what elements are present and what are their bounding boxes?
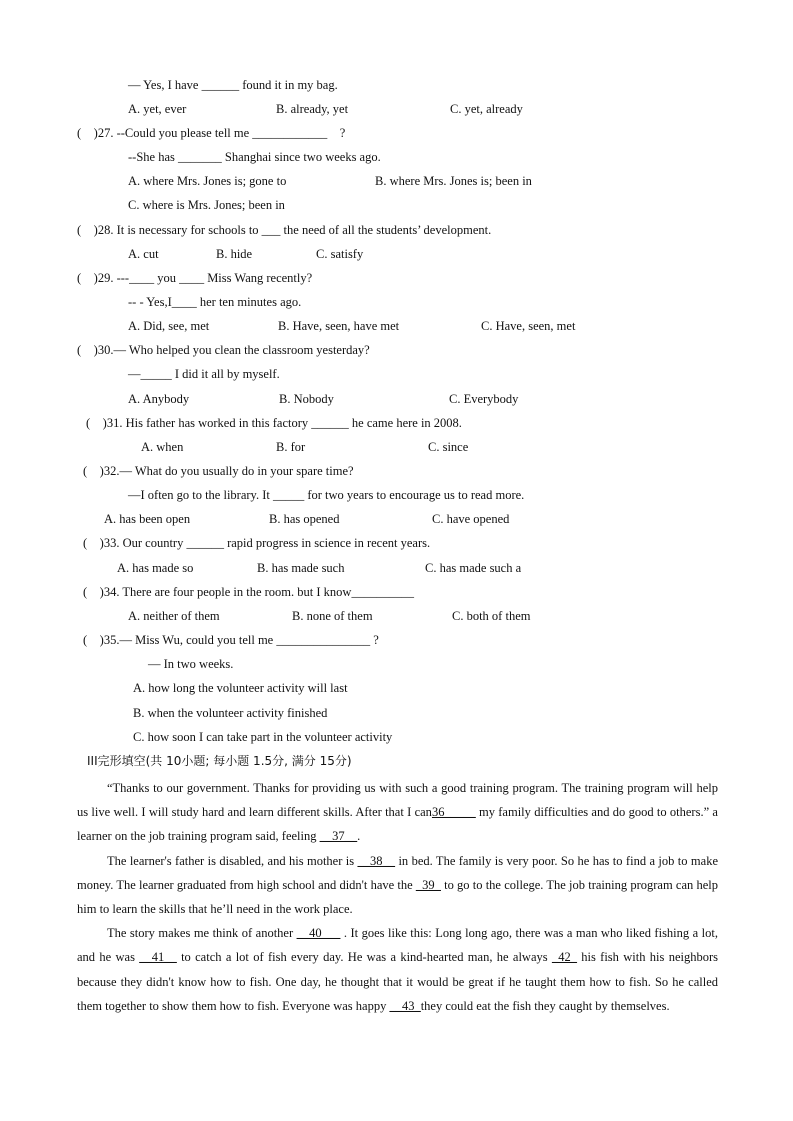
q33-option-b: B. has made such bbox=[257, 561, 345, 575]
q30-answer-line: —_____ I did it all by myself. bbox=[128, 367, 280, 381]
q29-answer-line: -- - Yes,I____ her ten minutes ago. bbox=[128, 295, 302, 309]
q29-option-a: A. Did, see, met bbox=[128, 319, 210, 333]
q27-answer-line: --She has _______ Shanghai since two weeks ago. bbox=[128, 150, 381, 164]
q26-option-b: B. already, yet bbox=[276, 102, 349, 116]
q28-option-a: A. cut bbox=[128, 247, 159, 261]
q35-option-c: C. how soon I can take part in the volunteer activity bbox=[133, 730, 393, 744]
q29-option-c: C. Have, seen, met bbox=[481, 319, 576, 333]
blank-40: __40___ bbox=[296, 926, 341, 941]
q30-option-c: C. Everybody bbox=[449, 392, 519, 406]
q34-stem: ( )34. There are four people in the room. but I know__________ bbox=[83, 585, 414, 599]
q28-option-b: B. hide bbox=[216, 247, 253, 261]
q29-option-b: B. Have, seen, have met bbox=[278, 319, 400, 333]
q31-option-a: A. when bbox=[141, 440, 184, 454]
q35-answer-line: — In two weeks. bbox=[148, 657, 234, 671]
cloze-passage bbox=[77, 776, 718, 1018]
blank-36: 36_____ bbox=[431, 805, 476, 820]
q27-option-a: A. where Mrs. Jones is; gone to bbox=[128, 174, 287, 188]
q30-option-a: A. Anybody bbox=[128, 392, 190, 406]
q32-option-a: A. has been open bbox=[104, 512, 191, 526]
blank-38: __38__ bbox=[357, 853, 396, 868]
q26-option-a: A. yet, ever bbox=[128, 102, 187, 116]
q33-option-a: A. has made so bbox=[117, 561, 194, 575]
q30-option-b: B. Nobody bbox=[279, 392, 334, 406]
q31-stem: ( )31. His father has worked in this factory ______ he came here in 2008. bbox=[86, 416, 462, 430]
section-heading: III完形填空(共 10小题; 每小题 1.5分, 满分 15分) bbox=[87, 754, 352, 768]
q33-option-c: C. has made such a bbox=[425, 561, 522, 575]
q31-option-b: B. for bbox=[276, 440, 306, 454]
q30-stem: ( )30.— Who helped you clean the classroom yesterday? bbox=[77, 343, 370, 357]
q34-option-a: A. neither of them bbox=[128, 609, 220, 623]
blank-41: __41__ bbox=[139, 950, 177, 965]
q28-option-c: C. satisfy bbox=[316, 247, 364, 261]
q32-answer-line: —I often go to the library. It _____ for two years to encourage us to read more. bbox=[128, 488, 525, 502]
q27-stem: ( )27. --Could you please tell me ____________ ? bbox=[77, 126, 346, 140]
passage-paragraph-3: The story makes me think of another __40___ . It goes like this: Long long ago, there was a man who liked fishing a lot, and he was __41__ to catch a lot of fish every day. He was a kind-hearted man, he always _42_ his fish with his neighbors because they didn't know how to fish. One day, he thought that it would be great if he taught them how to fish. So he called them together to show them how to fish. Everyone was happy __43_they could eat the fish they caught by themselves. bbox=[77, 926, 718, 1013]
q32-stem: ( )32.— What do you usually do in your spare time? bbox=[83, 464, 354, 478]
q29-stem: ( )29. ---____ you ____ Miss Wang recently? bbox=[77, 271, 313, 285]
q35-stem: ( )35.— Miss Wu, could you tell me _______________ ? bbox=[83, 633, 379, 647]
passage-paragraph-2: The learner's father is disabled, and his mother is __38__ in bed. The family is very poor. So he has to find a job to make money. The learner graduated from high school and didn't have the _39_ to go to the college. The job training program can help him to learn the skills that he’ll need in the work place. bbox=[77, 853, 718, 917]
q34-option-c: C. both of them bbox=[452, 609, 531, 623]
blank-37: __37__ bbox=[319, 829, 358, 844]
blank-42: _42_ bbox=[551, 950, 577, 965]
q28-stem: ( )28. It is necessary for schools to ___ the need of all the students’ development. bbox=[77, 223, 492, 237]
q32-option-b: B. has opened bbox=[269, 512, 340, 526]
q32-option-c: C. have opened bbox=[432, 512, 510, 526]
passage-paragraph-1: “Thanks to our government. Thanks for providing us with such a good training program. The training program will help us live well. I will study hard and learn different skills. After that I can36_____ my family difficulties and do good to others.” a learner on the job training program said, feeling __37__. bbox=[77, 781, 718, 844]
q27-option-c: C. where is Mrs. Jones; been in bbox=[128, 198, 285, 212]
q33-stem: ( )33. Our country ______ rapid progress in science in recent years. bbox=[83, 536, 431, 550]
blank-39: _39_ bbox=[415, 877, 441, 892]
q31-option-c: C. since bbox=[428, 440, 469, 454]
q34-option-b: B. none of them bbox=[292, 609, 373, 623]
q35-option-a: A. how long the volunteer activity will last bbox=[133, 681, 348, 695]
q26-option-c: C. yet, already bbox=[450, 102, 523, 116]
blank-43: __43_ bbox=[389, 998, 421, 1013]
q35-option-b: B. when the volunteer activity finished bbox=[133, 706, 328, 720]
q27-option-b: B. where Mrs. Jones is; been in bbox=[375, 174, 532, 188]
q26-answer-line: — Yes, I have ______ found it in my bag. bbox=[128, 78, 338, 92]
